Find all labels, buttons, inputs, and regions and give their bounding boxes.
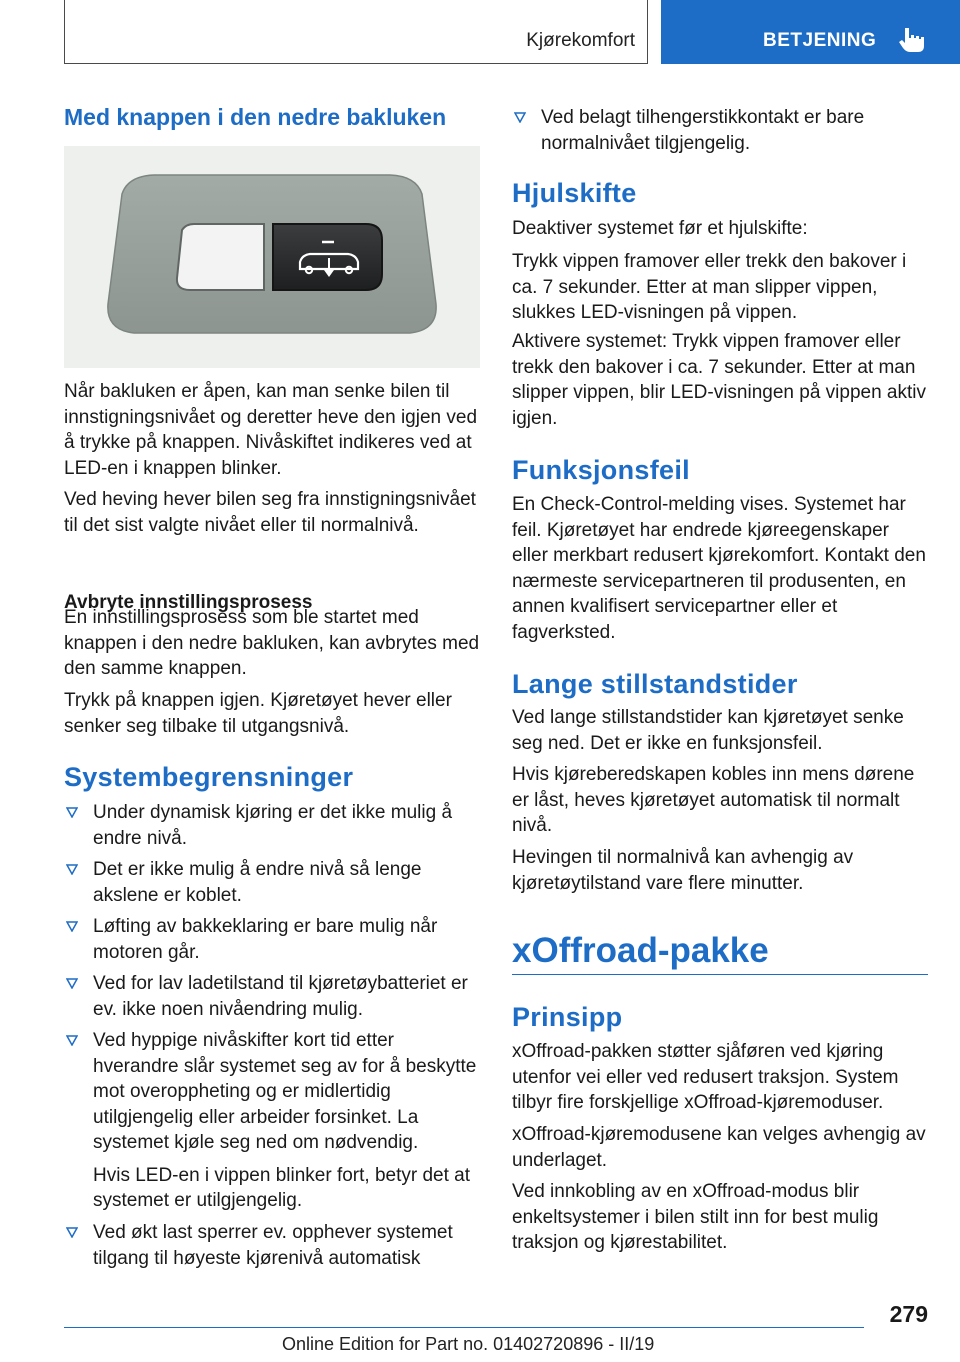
paragraph-innstillingsprosess: En innstillingsprosess som ble startet med knappen i den nedre bakluken, kan avbrytes med den samme knappen. [64, 607, 480, 679]
paragraph-trykk-vippen: Trykk vippen framover eller trekk den bakover i ca. 7 sekunder. Etter at man slipper vippen, slukkes LED-visningen på vippen. [512, 251, 907, 323]
triangle-bullet-icon [66, 978, 78, 989]
header-section-title: Kjørekomfort [526, 30, 635, 51]
section-divider [512, 974, 928, 975]
paragraph-kjoreberedskap: Hvis kjøreberedskapen kobles inn mens dørene er låst, heves kjøretøyet automatisk til normalt nivå. [512, 764, 915, 836]
page-header [0, 0, 960, 66]
paragraph-xoffroad-pakken: xOffroad-pakken støtter sjåføren ved kjøring utenfor vei eller ved redusert traksjon. System tilbyr fire forskjellige xOffroad-kjøremoduser. [512, 1041, 899, 1113]
paragraph-kjoremodusene: xOffroad-kjøremodusene kan velges avhengig av underlaget. [512, 1124, 926, 1171]
paragraph-senke-seg: Ved lange stillstandstider kan kjøretøyet senke seg ned. Det er ikke en funksjonsfeil. [512, 707, 904, 754]
list-item: Under dynamisk kjøring er det ikke mulig å endre nivå. [64, 800, 480, 851]
heading-funksjonsfeil: Funksjonsfeil [512, 455, 690, 485]
lower-vehicle-button-icon [64, 146, 480, 368]
heading-med-knappen: Med knappen i den nedre bakluken [64, 104, 447, 130]
paragraph-trykk-igjen: Trykk på knappen igjen. Kjøretøyet hever eller senker seg tilbake til utgangsnivå. [64, 690, 452, 737]
list-item: Det er ikke mulig å endre nivå så lenge akslene er koblet. [64, 857, 480, 908]
figure-tailgate-button [64, 146, 480, 368]
triangle-bullet-icon [66, 1227, 78, 1238]
heading-lange-stillstandstider: Lange stillstandstider [512, 669, 798, 699]
list-item: Løfting av bakkeklaring er bare mulig når motoren går. [64, 914, 480, 965]
paragraph-innkobling: Ved innkobling av en xOffroad-modus blir enkeltsystemer i bilen stilt inn for best mulig traksjon og kjørestabilitet. [512, 1181, 879, 1253]
triangle-bullet-icon [66, 1035, 78, 1046]
paragraph-senke-bilen: Når bakluken er åpen, kan man senke bilen til innstigningsnivået og deretter heve den igjen ved å trykke på knappen. Nivåskiftet indikeres ved at LED-en i knappen blinker. [64, 381, 478, 479]
heading-systembegrensninger: Systembegrensninger [64, 762, 354, 792]
header-chapter-tab [661, 0, 960, 64]
triangle-bullet-icon [66, 864, 78, 875]
edition-text: Online Edition for Part no. 01402720896 - II/19 [282, 1334, 655, 1354]
page-number: 279 [889, 1301, 928, 1327]
header-chapter-label: BETJENING [763, 30, 877, 51]
triangle-bullet-icon [66, 921, 78, 932]
heading-hjulskifte: Hjulskifte [512, 178, 637, 208]
paragraph-check-control: En Check-Control-melding vises. Systemet har feil. Kjøretøyet har endrede kjøreegenskaper eller merkbart redusert kjørekomfort. Kontakt den nærmeste servicepartneren til produsenten, en annen kvalifisert servicepartner eller et fagverksted. [512, 494, 926, 643]
list-item-note: Hvis LED-en i vippen blinker fort, betyr det at systemet er utilgjengelig. [93, 1164, 471, 1211]
paragraph-aktivere: Aktivere systemet: Trykk vippen framover eller trekk den bakover i ca. 7 sekunder. Etter at man slipper vippen, blir LED-visningen på vippen aktiv igjen. [512, 331, 927, 429]
triangle-bullet-icon [514, 112, 526, 123]
subheading-avbryte: Avbryte innstillingsprosess [64, 592, 313, 613]
paragraph-deaktiver: Deaktiver systemet før et hjulskifte: [512, 218, 808, 239]
list-item: Ved økt last sperrer ev. opphever systemet tilgang til høyeste kjørenivå automatisk [64, 1220, 480, 1271]
heading-xoffroad-pakke: xOffroad-pakke [512, 931, 769, 970]
header-section-box [64, 0, 648, 64]
list-item: Ved hyppige nivåskifter kort tid etter hverandre slår systemet seg av for å beskytte mot overoppheting og er midlertidig utilgjengelig eller arbeider forsinket. La systemet kjøle seg ned om nødvendig. Hvis LED-en i vippen blinker fort, betyr det at systemet er utilgjengelig. [64, 1028, 480, 1214]
list-item: Ved for lav ladetilstand til kjøretøybatteriet er ev. ikke noen nivåendring mulig. [64, 971, 480, 1022]
triangle-bullet-icon [66, 807, 78, 818]
paragraph-heving: Ved heving hever bilen seg fra innstigningsnivået til det sist valgte nivået eller til normalnivå. [64, 489, 476, 536]
heading-prinsipp: Prinsipp [512, 1002, 623, 1032]
hand-pointer-icon [897, 26, 927, 54]
footer-divider [64, 1327, 864, 1328]
paragraph-hevingen: Hevingen til normalnivå kan avhengig av kjøretøytilstand vare flere minutter. [512, 847, 854, 894]
list-item: Ved belagt tilhengerstikkontakt er bare normalnivået tilgjengelig. [512, 105, 928, 156]
